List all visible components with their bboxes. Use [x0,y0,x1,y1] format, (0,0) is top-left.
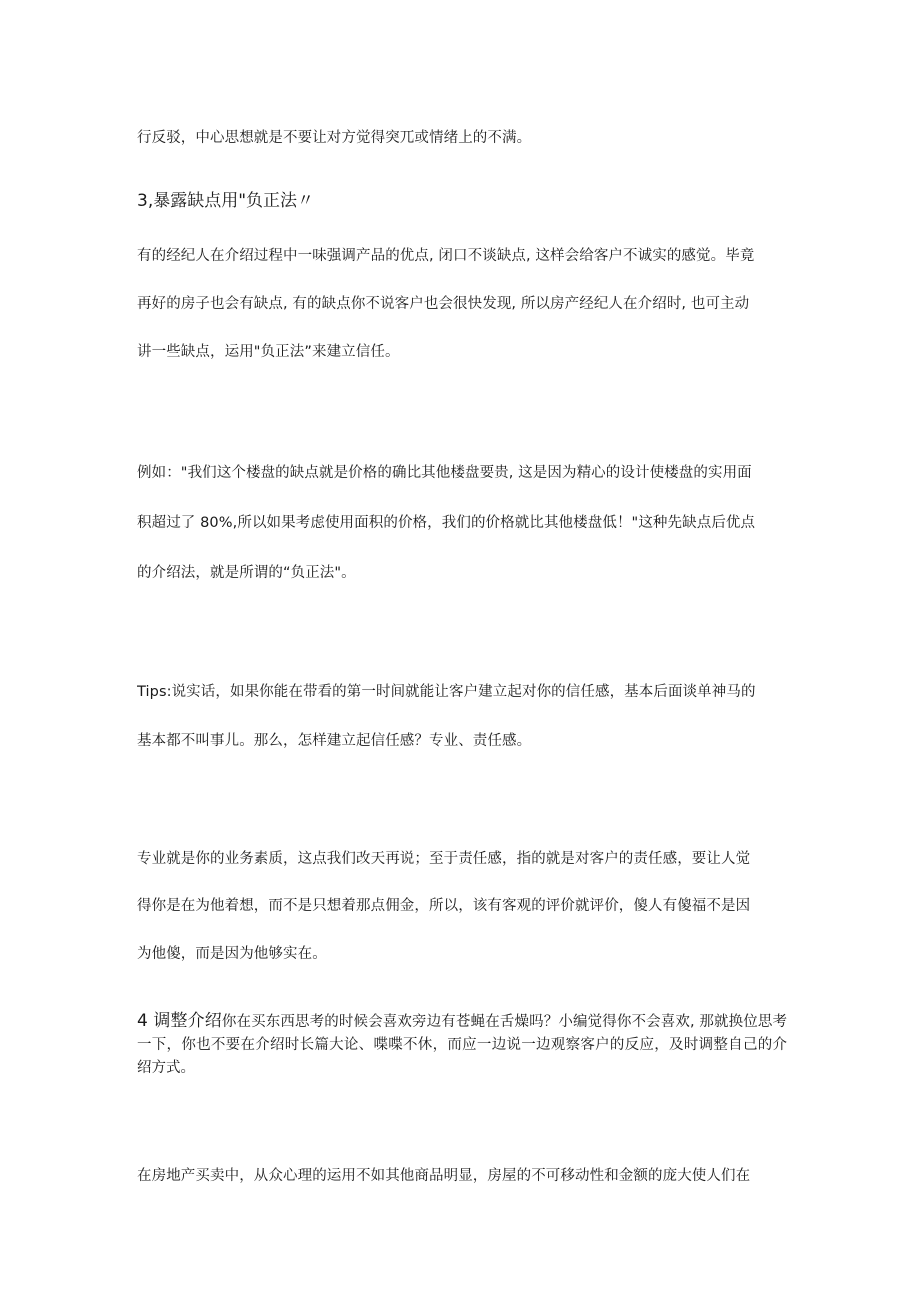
section-4-body: 你在买东西思考的时候会喜欢旁边有苍蝇在舌燥吗？小编觉得你不会喜欢, 那就换位思考一下，你也不要在介绍时长篇大论、喋喋不休，而应一边说一边观察客户的反应，及时调整自己的介绍方式。 [137,1014,787,1076]
example-line-1: 例如："我们这个楼盘的缺点就是价格的确比其他楼盘要贵, 这是因为精心的设计使楼盘的实用面 [137,465,752,481]
section-3-line-1: 有的经纪人在介绍过程中一味强调产品的优点, 闭口不谈缺点, 这样会给客户不诚实的感觉。毕竟 [137,248,755,264]
section-4-heading: 4 调整介绍 [137,1011,222,1031]
tips-line-1: Tips:说实话，如果你能在带看的第一时间就能让客户建立起对你的信任感，基本后面谈单神马的 [137,684,756,700]
example-line-2: 积超过了 80%,所以如果考虑使用面积的价格，我们的价格就比其他楼盘低！"这种先缺点后优点 [137,515,756,531]
section-3-line-2: 再好的房子也会有缺点, 有的缺点你不说客户也会很快发现, 所以房产经纪人在介绍时, 也可主动 [137,296,750,312]
tips-line-2: 基本都不叫事儿。那么，怎样建立起信任感？专业、责任感。 [137,733,532,749]
section-4-paragraph [137,1010,787,1080]
intro-tail-line: 行反驳，中心思想就是不要让对方觉得突兀或情绪上的不满。 [137,130,532,146]
section-3-heading: 3,暴露缺点用"负正法〃 [137,191,315,211]
professional-line-1: 专业就是你的业务素质，这点我们改天再说；至于责任感，指的就是对客户的责任感，要让人觉 [137,851,751,867]
closing-line-1: 在房地产买卖中，从众心理的运用不如其他商品明显，房屋的不可移动性和金额的庞大使人们在 [137,1168,751,1184]
professional-line-3: 为他傻，而是因为他够实在。 [137,946,327,962]
section-3-line-3: 讲一些缺点，运用"负正法”来建立信任。 [137,344,400,360]
example-line-3: 的介绍法，就是所谓的“负正法"。 [137,565,356,581]
professional-line-2: 得你是在为他着想，而不是只想着那点佣金，所以，该有客观的评价就评价，傻人有傻福不是因 [137,898,751,914]
